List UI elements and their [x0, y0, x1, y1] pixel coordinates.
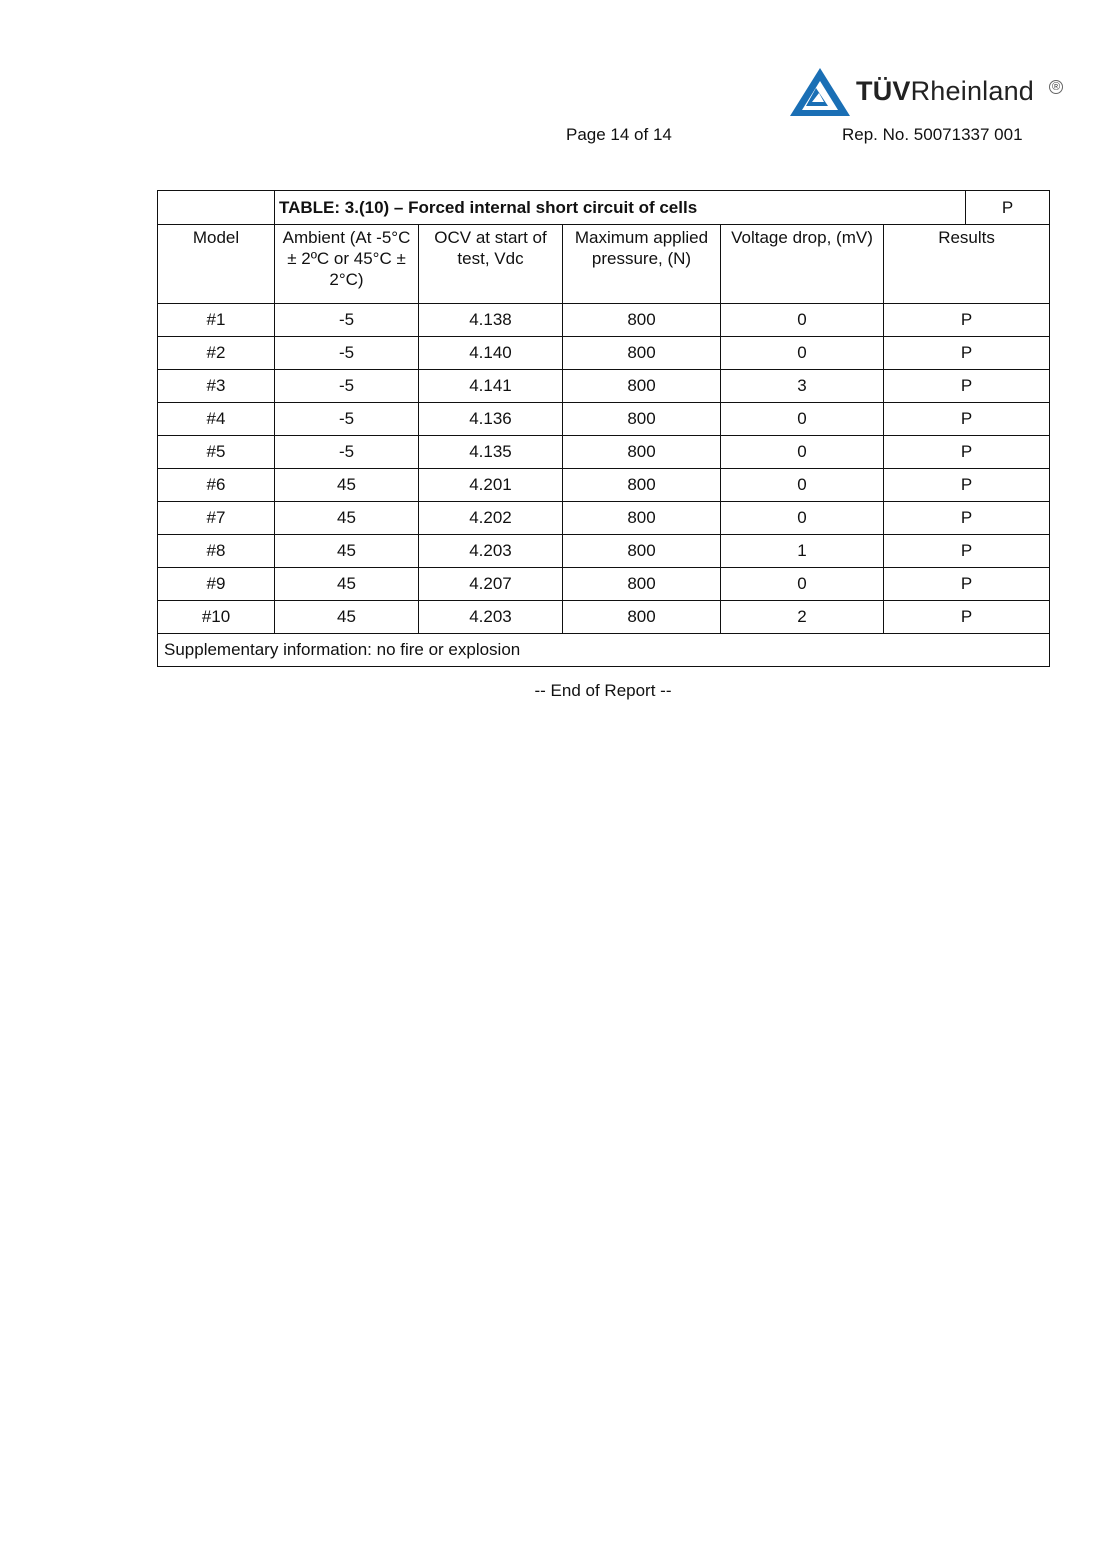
result-cell: P [884, 502, 1050, 535]
model-cell: #7 [158, 502, 275, 535]
end-of-report: -- End of Report -- [534, 681, 672, 700]
table-title: TABLE: 3.(10) – Forced internal short circuit of cells [275, 191, 966, 225]
table-row [158, 469, 1050, 502]
voltage-drop-cell: 0 [721, 469, 884, 502]
table-row [158, 568, 1050, 601]
model-cell: #1 [158, 304, 275, 337]
model-cell: #5 [158, 436, 275, 469]
ocv-cell: 4.203 [419, 535, 563, 568]
ambient-cell: -5 [275, 370, 419, 403]
table-row [158, 370, 1050, 403]
col-ocv-header: OCV at start of test, Vdc [419, 225, 563, 304]
table-verdict: P [966, 191, 1050, 225]
tuv-triangle-logo-icon [788, 66, 852, 118]
ambient-cell: -5 [275, 304, 419, 337]
voltage-drop-cell: 0 [721, 502, 884, 535]
ambient-cell: -5 [275, 436, 419, 469]
ocv-cell: 4.141 [419, 370, 563, 403]
voltage-drop-cell: 2 [721, 601, 884, 634]
table-title-row [158, 191, 1050, 225]
model-cell: #6 [158, 469, 275, 502]
voltage-drop-cell: 0 [721, 304, 884, 337]
result-cell: P [884, 436, 1050, 469]
supplementary-row [158, 634, 1050, 667]
pressure-cell: 800 [563, 403, 721, 436]
pressure-cell: 800 [563, 304, 721, 337]
report-number: Rep. No. 50071337 001 [842, 125, 1023, 144]
ocv-cell: 4.138 [419, 304, 563, 337]
ocv-cell: 4.201 [419, 469, 563, 502]
ocv-cell: 4.203 [419, 601, 563, 634]
col-model-header: Model [158, 225, 275, 304]
logo-text-bold: TÜV [856, 76, 911, 106]
result-cell: P [884, 535, 1050, 568]
ambient-cell: 45 [275, 502, 419, 535]
model-cell: #9 [158, 568, 275, 601]
pressure-cell: 800 [563, 601, 721, 634]
title-blank-cell [158, 191, 275, 225]
logo-text-regular: Rheinland [910, 76, 1035, 106]
model-cell: #10 [158, 601, 275, 634]
result-cell: P [884, 370, 1050, 403]
model-cell: #2 [158, 337, 275, 370]
ambient-cell: -5 [275, 337, 419, 370]
voltage-drop-cell: 0 [721, 337, 884, 370]
page-number: Page 14 of 14 [566, 125, 672, 144]
result-cell: P [884, 304, 1050, 337]
pressure-cell: 800 [563, 469, 721, 502]
pressure-cell: 800 [563, 370, 721, 403]
result-cell: P [884, 403, 1050, 436]
col-ambient-header: Ambient (At -5°C ± 2ºC or 45°C ± 2°C) [275, 225, 419, 304]
table-body [158, 304, 1050, 634]
ambient-cell: 45 [275, 601, 419, 634]
voltage-drop-cell: 0 [721, 436, 884, 469]
table-header-row [158, 225, 1050, 304]
short-circuit-table [157, 190, 1050, 667]
table-row [158, 601, 1050, 634]
voltage-drop-cell: 3 [721, 370, 884, 403]
logo-wordmark [856, 76, 1034, 107]
registered-mark: ® [1049, 80, 1063, 94]
ambient-cell: 45 [275, 568, 419, 601]
ocv-cell: 4.135 [419, 436, 563, 469]
pressure-cell: 800 [563, 337, 721, 370]
ocv-cell: 4.140 [419, 337, 563, 370]
tuv-rheinland-logo [788, 66, 1068, 118]
pressure-cell: 800 [563, 502, 721, 535]
model-cell: #3 [158, 370, 275, 403]
table-row [158, 304, 1050, 337]
table-row [158, 436, 1050, 469]
ocv-cell: 4.136 [419, 403, 563, 436]
result-cell: P [884, 469, 1050, 502]
model-cell: #8 [158, 535, 275, 568]
ambient-cell: 45 [275, 535, 419, 568]
ambient-cell: 45 [275, 469, 419, 502]
table-row [158, 502, 1050, 535]
supplementary-info: Supplementary information: no fire or explosion [158, 634, 1050, 667]
table-row [158, 403, 1050, 436]
result-cell: P [884, 337, 1050, 370]
ocv-cell: 4.207 [419, 568, 563, 601]
result-cell: P [884, 601, 1050, 634]
pressure-cell: 800 [563, 436, 721, 469]
voltage-drop-cell: 0 [721, 568, 884, 601]
pressure-cell: 800 [563, 535, 721, 568]
table-row [158, 535, 1050, 568]
pressure-cell: 800 [563, 568, 721, 601]
model-cell: #4 [158, 403, 275, 436]
ambient-cell: -5 [275, 403, 419, 436]
col-voltage-drop-header: Voltage drop, (mV) [721, 225, 884, 304]
voltage-drop-cell: 1 [721, 535, 884, 568]
col-pressure-header: Maximum applied pressure, (N) [563, 225, 721, 304]
col-results-header: Results [884, 225, 1050, 304]
result-cell: P [884, 568, 1050, 601]
ocv-cell: 4.202 [419, 502, 563, 535]
table-row [158, 337, 1050, 370]
voltage-drop-cell: 0 [721, 403, 884, 436]
